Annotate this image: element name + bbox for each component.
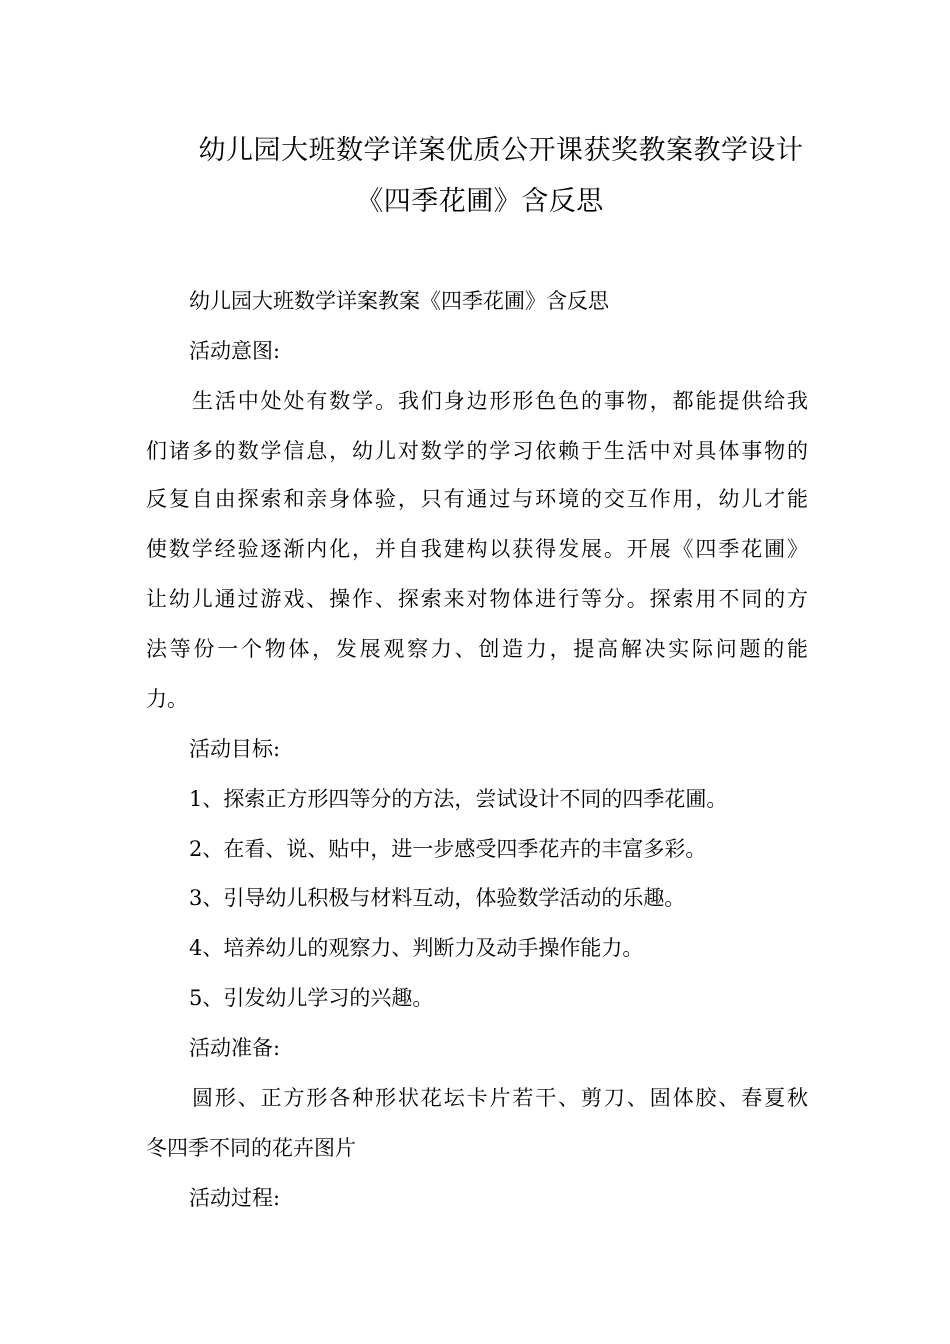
intent-line: 使数学经验逐渐内化，并自我建构以获得发展。开展《四季花圃》 (146, 537, 808, 561)
subtitle-paragraph: 幼儿园大班数学详案教案《四季花圃》含反思 (189, 289, 609, 313)
intent-line: 让幼儿通过游戏、操作、探索来对物体进行等分。探索用不同的方 (146, 587, 808, 611)
document-title-line-1: 幼儿园大班数学详案优质公开课获奖教案教学设计 (198, 135, 804, 166)
prep-heading: 活动准备: (189, 1036, 281, 1060)
intent-heading: 活动意图: (189, 339, 281, 363)
document-title-line-2: 《四季花圃》含反思 (356, 186, 604, 217)
process-heading: 活动过程: (189, 1186, 281, 1210)
goal-item: 4、培养幼儿的观察力、判断力及动手操作能力。 (189, 936, 644, 960)
intent-line: 反复自由探索和亲身体验，只有通过与环境的交互作用，幼儿才能 (146, 487, 808, 511)
goal-item: 5、引发幼儿学习的兴趣。 (189, 986, 434, 1010)
goal-item: 2、在看、说、贴中，进一步感受四季花卉的丰富多彩。 (189, 837, 707, 861)
goals-heading: 活动目标: (189, 737, 281, 761)
intent-line: 生活中处处有数学。我们身边形形色色的事物，都能提供给我 (192, 389, 808, 413)
prep-line: 圆形、正方形各种形状花坛卡片若干、剪刀、固体胶、春夏秋 (192, 1086, 808, 1110)
intent-line: 们诸多的数学信息，幼儿对数学的学习依赖于生活中对具体事物的 (146, 439, 808, 463)
goal-item: 1、探索正方形四等分的方法，尝试设计不同的四季花圃。 (189, 787, 728, 811)
intent-line: 力。 (146, 687, 188, 711)
goal-item: 3、引导幼儿积极与材料互动，体验数学活动的乐趣。 (189, 886, 686, 910)
prep-line: 冬四季不同的花卉图片 (146, 1136, 356, 1160)
intent-line: 法等份一个物体，发展观察力、创造力，提高解决实际问题的能 (146, 637, 808, 661)
